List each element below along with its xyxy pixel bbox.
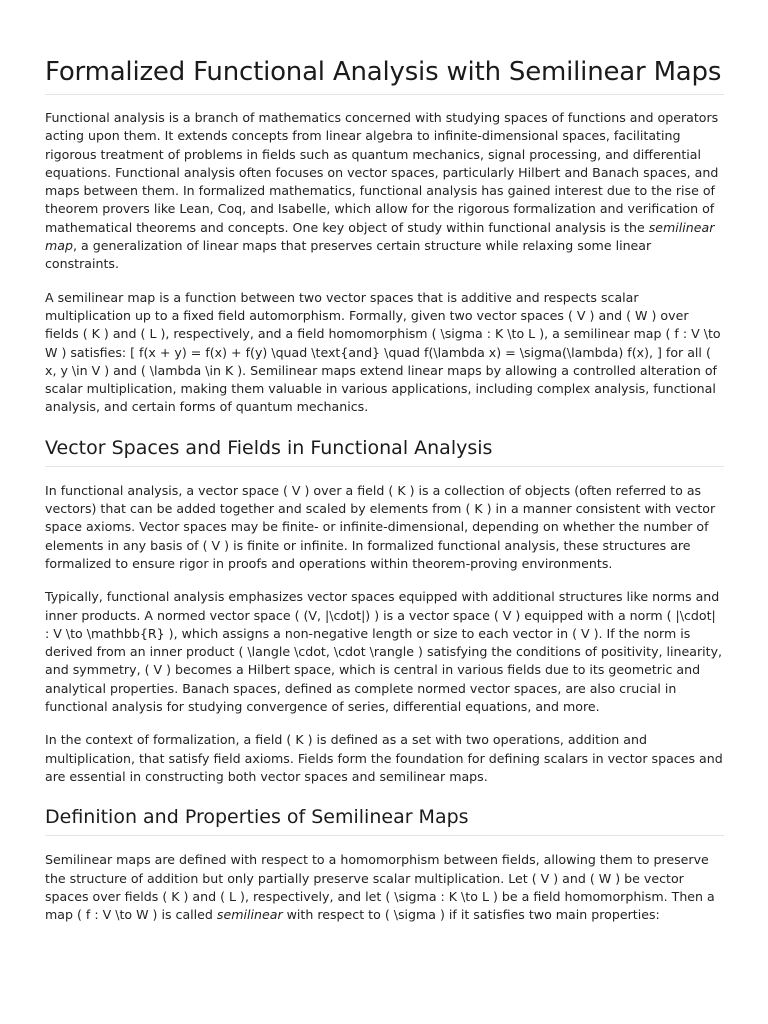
semilinear-emphasis: semilinear (216, 907, 283, 923)
intro-paragraph-1-text-a: Functional analysis is a branch of mathematics concerned with studying spaces of functions and operators acting upon them. It extends concepts from linear algebra to infinite-dimensional spaces, facilitating rigorous treatment of problems in fields such as quantum mechanics, signal processing, and differential equations. Functional analysis often focuses on vector spaces, particularly Hilbert and Banach spaces, and maps between them. In formalized mathematics, functional analysis has gained interest due to the rise of theorem provers like Lean, Coq, and Isabelle, which allow for the rigorous formalization and verification of mathematical theorems and concepts. One key object of study within functional analysis is the (45, 110, 719, 235)
intro-paragraph-1-text-b: , a generalization of linear maps that preserves certain structure while relaxing some linear constraints. (45, 238, 652, 272)
section-heading-vector-spaces: Vector Spaces and Fields in Functional Analysis (45, 436, 724, 467)
section-heading-definition: Definition and Properties of Semilinear Maps (45, 805, 724, 836)
definition-paragraph-1 (45, 851, 724, 924)
page-title: Formalized Functional Analysis with Semilinear Maps (45, 57, 724, 95)
document-page (45, 0, 724, 924)
definition-paragraph-1-text-a: Semilinear maps are defined with respect to a homomorphism between fields, allowing them to preserve the structure of addition but only partially preserve scalar multiplication. Let ( V ) and ( W ) be vector spaces over fields ( K ) and ( L ), respectively, and let ( \sigma : K \to L ) be a field homomorphism. Then a map ( f : V \to W ) is called (45, 852, 715, 923)
vector-paragraph-3: In the context of formalization, a field ( K ) is defined as a set with two operations, addition and multiplication, that satisfy field axioms. Fields form the foundation for defining scalars in vector spaces and are essential in constructing both vector spaces and semilinear maps. (45, 732, 723, 784)
intro-paragraph-2: A semilinear map is a function between two vector spaces that is additive and respects scalar multiplication up to a fixed field automorphism. Formally, given two vector spaces ( V ) and ( W ) over fields ( K ) and ( L ), respectively, and a field homomorphism ( \sigma : K \to L ), a semilinear map ( f : V \to W ) satisfies: [ f(x + y) = f(x) + f(y) \quad \text{and} \quad f(\lambda x) = \sigma(\lambda) f(x), ] for all ( x, y \in V ) and ( \lambda \in K ). Semilinear maps extend linear maps by allowing a controlled alteration of scalar multiplication, making them valuable in various applications, including complex analysis, functional analysis, and certain forms of quantum mechanics. (45, 289, 721, 415)
vector-paragraph-2: Typically, functional analysis emphasizes vector spaces equipped with additional structures like norms and inner products. A normed vector space ( (V, |\cdot|) ) is a vector space ( V ) equipped with a norm ( |\cdot| : V \to \mathbb{R} ), which assigns a non-negative length or size to each vector in ( V ). If the norm is derived from an inner product ( \langle \cdot, \cdot \rangle ) satisfying the conditions of positivity, linearity, and symmetry, ( V ) becomes a Hilbert space, which is central in various fields due to its geometric and analytical properties. Banach spaces, defined as complete normed vector spaces, are also crucial in functional analysis for studying convergence of series, differential equations, and more. (45, 589, 723, 715)
intro-paragraph-1 (45, 109, 724, 274)
vector-paragraph-1: In functional analysis, a vector space ( V ) over a field ( K ) is a collection of objects (often referred to as vectors) that can be added together and scaled by elements from ( K ) in a manner consistent with vector space axioms. Vector spaces may be finite- or infinite-dimensional, depending on whether the number of elements in any basis of ( V ) is finite or infinite. In formalized functional analysis, these structures are formalized to ensure rigor in proofs and operations within theorem-proving environments. (45, 482, 716, 571)
semilinear-map-emphasis: semilinear map (45, 219, 715, 254)
definition-paragraph-1-text-b: with respect to ( \sigma ) if it satisfies two main properties: (282, 907, 660, 923)
